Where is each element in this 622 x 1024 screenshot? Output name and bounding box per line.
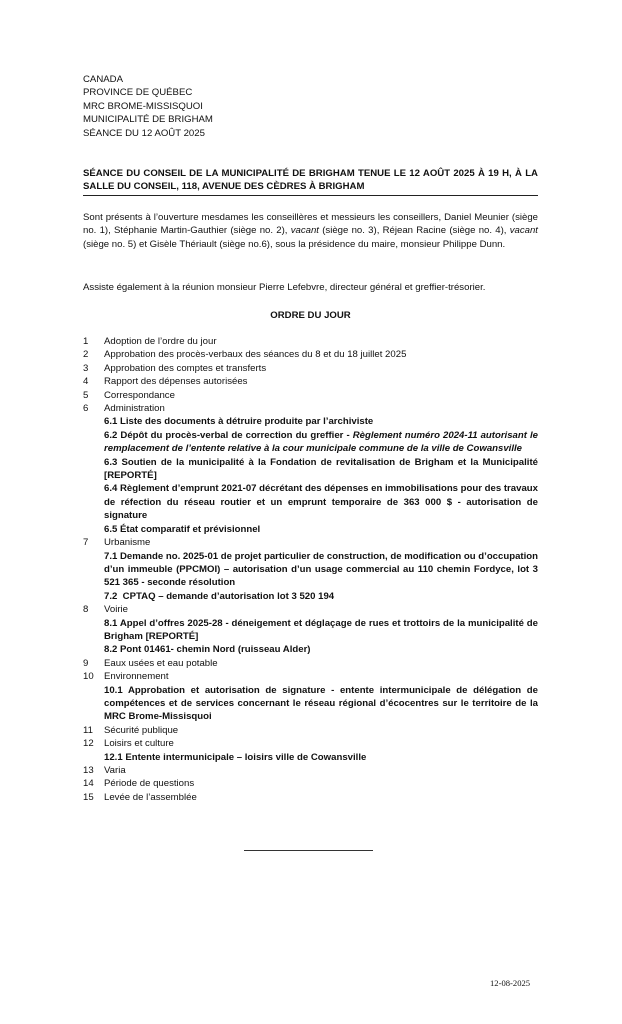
item-label: Loisirs et culture <box>104 738 174 750</box>
agenda-item-5 <box>83 389 538 402</box>
item-number: 14 <box>83 778 94 790</box>
item-number: 2 <box>83 349 89 361</box>
item-number: 15 <box>83 791 94 803</box>
agenda-item-3 <box>83 362 538 375</box>
item-label: Urbanisme <box>104 537 151 549</box>
agenda-subitem-6-3: 6.3 Soutien de la municipalité à la Fondation de revitalisation de Brigham et la Municipalité [REPORTÉ] <box>104 456 538 482</box>
agenda-subitem-7-2: 7.2 CPTAQ – demande d’autorisation lot 3 520 194 <box>104 590 335 602</box>
item-number: 7 <box>83 537 89 549</box>
item-number: 13 <box>83 765 94 776</box>
header-municipality: MUNICIPALITÉ DE BRIGHAM <box>83 114 213 126</box>
item-label: Adoption de l’ordre du jour <box>104 336 217 347</box>
agenda-item-4 <box>83 375 538 388</box>
subitem-italic-text: Règlement numéro 2024-11 autorisant le remplacement de l’entente relative à la cour municipale commune de la ville de Cowansville <box>104 429 539 455</box>
header-mrc: MRC BROME-MISSISQUOI <box>83 100 203 112</box>
agenda-item-12 <box>83 737 538 750</box>
item-number: 12 <box>83 738 94 750</box>
item-label: Levée de l’assemblée <box>104 791 197 803</box>
item-number: 10 <box>83 671 94 683</box>
agenda-item-11 <box>83 724 538 737</box>
item-number: 3 <box>83 362 89 374</box>
item-label: Période de questions <box>104 778 195 790</box>
agenda-item-6 <box>83 402 538 415</box>
agenda-item-1 <box>83 335 538 348</box>
agenda-subitem-12-1: 12.1 Entente intermunicipale – loisirs ville de Cowansville <box>104 751 367 763</box>
header-country: CANADA <box>83 74 123 85</box>
presence-text-1: Sont présents à l’ouverture mesdames les conseillères et messieurs les conseillers, Daniel Meunier (siège no. 1), Stéphanie Martin-Gauthier (siège no. 2), <box>83 212 538 237</box>
agenda-subitem-7-1: 7.1 Demande no. 2025-01 de projet particulier de construction, de modification ou d’occupation d’un immeuble (PPCMOI) – autorisation d’un usage commercial au 110 chemin Fordyce, lot 3 521 365 - seconde résolution <box>104 550 538 589</box>
agenda-title: ORDRE DU JOUR <box>270 310 351 321</box>
signature-line <box>244 850 373 851</box>
header-province: PROVINCE DE QUÉBEC <box>83 87 193 99</box>
item-number: 6 <box>83 403 89 415</box>
item-number: 1 <box>83 336 89 347</box>
subitem-text: 6.2 Dépôt du procès-verbal de correction du greffier - <box>104 429 353 441</box>
attendance-paragraph: Assiste également à la réunion monsieur Pierre Lefebvre, directeur général et greffier-trésorier. <box>83 282 486 293</box>
presence-paragraph <box>83 211 538 251</box>
agenda-list <box>83 335 538 804</box>
item-label: Administration <box>104 403 165 415</box>
agenda-item-10 <box>83 670 538 683</box>
footer-date: 12-08-2025 <box>490 978 531 988</box>
header-block <box>83 73 213 140</box>
vacant-seat-5: vacant <box>509 225 538 237</box>
item-label: Varia <box>104 765 126 776</box>
item-label: Eaux usées et eau potable <box>104 657 218 669</box>
item-label: Environnement <box>104 671 169 683</box>
agenda-subitem-6-5: 6.5 État comparatif et prévisionnel <box>104 523 261 535</box>
item-number: 8 <box>83 604 89 616</box>
agenda-subitem-6-2 <box>104 429 538 456</box>
agenda-subitem-8-2: 8.2 Pont 01461- chemin Nord (ruisseau Alder) <box>104 644 311 656</box>
agenda-item-15 <box>83 791 538 804</box>
item-label: Sécurité publique <box>104 724 179 736</box>
item-number: 9 <box>83 657 89 669</box>
vacant-seat-3: vacant <box>290 225 319 237</box>
presence-text-2: (siège no. 3), Réjean Racine (siège no. 4), <box>318 225 510 237</box>
session-title: SÉANCE DU CONSEIL DE LA MUNICIPALITÉ DE BRIGHAM TENUE LE 12 AOÛT 2025 À 19 H, À LA SALLE DU CONSEIL, 118, AVENUE DES CÈDRES À BRIGHAM <box>83 167 538 196</box>
header-session: SÉANCE DU 12 AOÛT 2025 <box>83 127 205 139</box>
item-label: Approbation des comptes et transferts <box>104 362 267 374</box>
item-label: Voirie <box>104 604 128 616</box>
item-label: Approbation des procès-verbaux des séances du 8 et du 18 juillet 2025 <box>104 349 407 361</box>
item-label: Rapport des dépenses autorisées <box>104 376 248 388</box>
agenda-subitem-6-1: 6.1 Liste des documents à détruire produite par l’archiviste <box>104 416 374 428</box>
presence-text-3: (siège no. 5) et Gisèle Thériault (siège no.6), sous la présidence du maire, monsieur Philippe Dunn. <box>83 238 506 250</box>
item-number: 5 <box>83 389 89 401</box>
item-number: 11 <box>83 724 93 736</box>
agenda-item-7 <box>83 536 538 549</box>
agenda-item-8 <box>83 603 538 616</box>
agenda-subitem-6-4: 6.4 Règlement d’emprunt 2021-07 décrétant des dépenses en immobilisations pour des travaux de réfection du réseau routier et un emprunt temporaire de 363 000 $ - autorisation de signature <box>104 483 538 522</box>
item-label: Correspondance <box>104 389 175 401</box>
agenda-subitem-10-1: 10.1 Approbation et autorisation de signature - entente intermunicipale de délégation de compétences et de services concernant le réseau régional d’écocentres sur le territoire de la MRC Brome-Missisquoi <box>104 684 538 723</box>
item-number: 4 <box>83 376 89 388</box>
agenda-item-9 <box>83 657 538 670</box>
agenda-subitem-8-1: 8.1 Appel d’offres 2025-28 - déneigement et déglaçage de rues et trottoirs de la municipalité de Brigham [REPORTÉ] <box>104 617 538 642</box>
agenda-item-13 <box>83 764 538 777</box>
agenda-item-2 <box>83 348 538 361</box>
agenda-item-14 <box>83 777 538 790</box>
